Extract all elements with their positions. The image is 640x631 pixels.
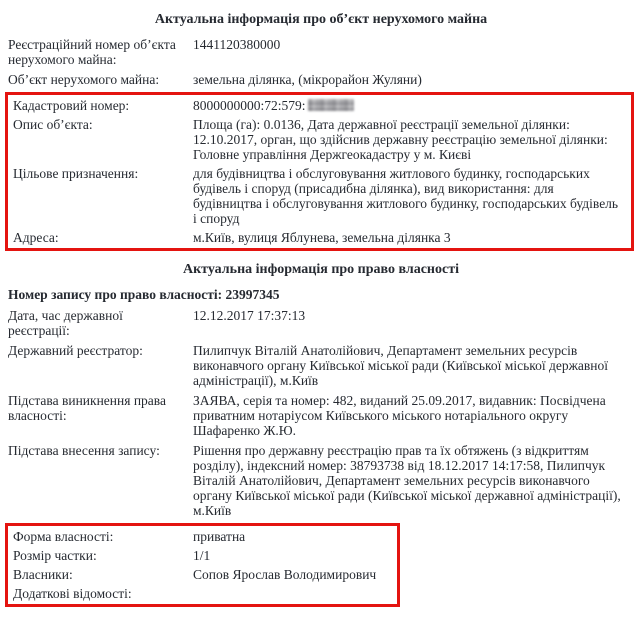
field-value: приватна: [193, 529, 246, 544]
section2-title: Актуальна інформація про право власності: [183, 262, 459, 277]
field-value: ЗАЯВА, серія та номер: 482, виданий 25.09.2017, видавник: Посвідчена приватним нотаріусом Київського міського нотаріального округу Шафаренко Ж.Ю.: [193, 393, 606, 438]
cadastral-number-text: 8000000000:72:579:: [193, 98, 306, 113]
field-row-ownership-basis: [8, 393, 634, 438]
field-row-owners: [13, 567, 393, 582]
field-value: [193, 586, 393, 601]
field-value: 12.12.2017 17:37:13: [193, 308, 306, 323]
field-label: Розмір частки:: [13, 548, 97, 563]
redacted-blur-block: [308, 99, 354, 111]
field-label: Опис об’єкта:: [13, 117, 93, 132]
field-value: Рішення про державну реєстрацію прав та їх обтяжень (з відкриттям розділу), індексний номер: 38793738 від 18.12.2017 14:17:58, Пилипчук Віталій Анатолійович, Департамент земельних ресурсів виконавчого органу Київської міської ради (Київської міської державної адміністрації), м.Київ: [193, 443, 621, 518]
field-label: Об’єкт нерухомого майна:: [8, 72, 160, 87]
field-row-record-entry-basis: [8, 443, 634, 518]
highlight-box-ownership-details: [5, 523, 400, 607]
field-value: Сопов Ярослав Володимирович: [193, 567, 377, 582]
field-row-share-size: [13, 548, 393, 563]
field-label: Реєстраційний номер об’єкта нерухомого майна:: [8, 37, 176, 67]
field-label: Власники:: [13, 567, 73, 582]
highlight-box-property-details: [5, 92, 634, 251]
field-value: Пилипчук Віталій Анатолійович, Департамент земельних ресурсів виконавчого органу Київської міської ради (Київської міської державної адміністрації), м.Київ: [193, 343, 609, 388]
field-value: м.Київ, вулиця Яблунева, земельна ділянка 3: [193, 230, 451, 245]
field-row-registration-datetime: [8, 308, 634, 338]
field-row-property-object: [8, 72, 634, 87]
field-label: Адреса:: [13, 230, 59, 245]
field-label: Державний реєстратор:: [8, 343, 143, 358]
ownership-record-number: Номер запису про право власності: 23997345: [8, 287, 280, 302]
field-label: Підстава виникнення права власності:: [8, 393, 166, 423]
field-row-additional-info: [13, 586, 393, 601]
section1-title: Актуальна інформація про об’єкт нерухомого майна: [154, 12, 488, 27]
field-row-object-description: [13, 117, 627, 162]
field-value: Площа (га): 0.0136, Дата державної реєстрації земельної ділянки: 12.10.2017, орган, що здійснив державну реєстрацію земельної ділянки: Головне управління Держгеокадастру у м. Києві: [193, 117, 608, 162]
field-row-ownership-form: [13, 529, 393, 544]
field-value: земельна ділянка, (мікрорайон Жуляни): [193, 72, 422, 87]
field-value: для будівництва і обслуговування житлового будинку, господарських будівель і споруд (присадибна ділянка), вид використання: для будівництва і обслуговування житлового будинку, господарських будівель і споруд: [193, 166, 619, 226]
field-row-state-registrar: [8, 343, 634, 388]
field-value: [193, 98, 627, 113]
field-row-designated-purpose: [13, 166, 627, 226]
field-label: Цільове призначення:: [13, 166, 139, 181]
field-label: Дата, час державної реєстрації:: [8, 308, 123, 338]
field-label: Форма власності:: [13, 529, 114, 544]
field-label: Підстава внесення запису:: [8, 443, 160, 458]
field-row-address: [13, 230, 627, 245]
field-label: Кадастровий номер:: [13, 98, 130, 113]
field-row-cadastral-number: [13, 98, 627, 113]
field-row-registration-number: [8, 37, 634, 67]
field-label: Додаткові відомості:: [13, 586, 132, 601]
field-value: 1441120380000: [193, 37, 281, 52]
field-value: 1/1: [193, 548, 211, 563]
